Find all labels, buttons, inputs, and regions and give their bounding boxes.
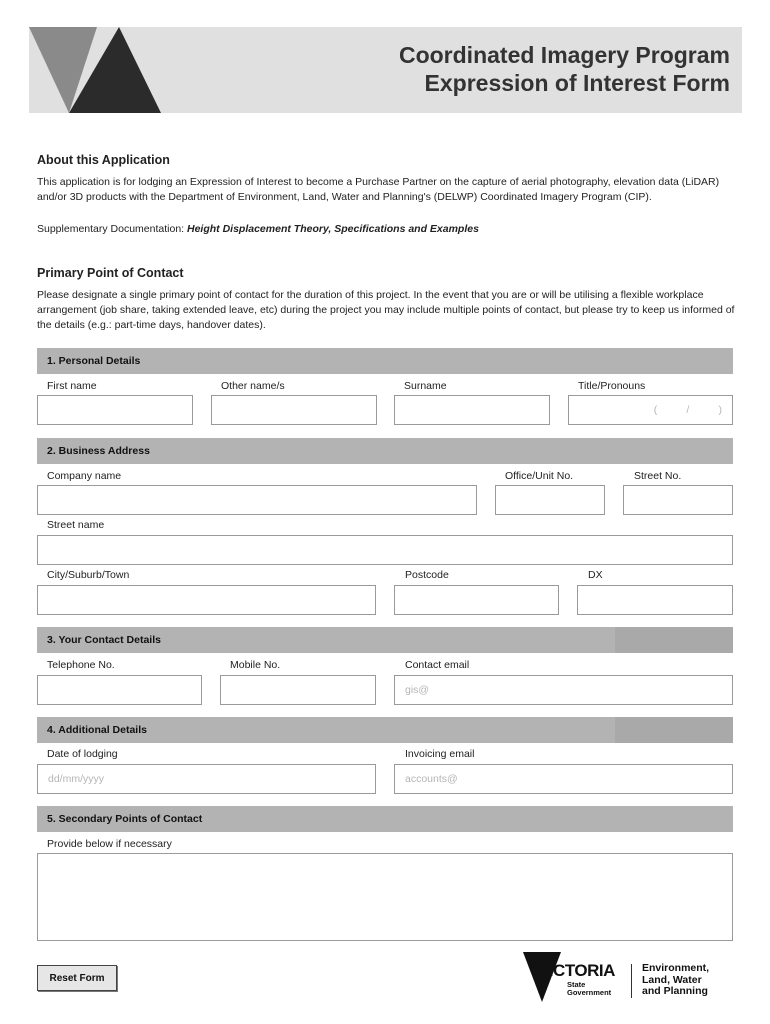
form-header: [29, 27, 742, 113]
invoicing-email-field[interactable]: accounts@: [394, 764, 733, 794]
victoria-wordmark: VICTORIA: [538, 961, 615, 980]
date-of-lodging-label: Date of lodging: [47, 748, 118, 760]
triangle-graphic: [29, 27, 169, 113]
street-no-field[interactable]: [623, 485, 733, 515]
page-title: Coordinated Imagery Program Expression of Interest Form: [398, 42, 730, 96]
city-label: City/Suburb/Town: [47, 569, 130, 581]
office-unit-field[interactable]: [495, 485, 605, 515]
city-field[interactable]: [37, 585, 376, 615]
title-pronouns-field[interactable]: ( / ): [568, 395, 733, 425]
street-no-label: Street No.: [634, 470, 682, 482]
contact-email-field[interactable]: gis@: [394, 675, 733, 705]
secondary-contacts-field[interactable]: [37, 853, 733, 941]
business-address-bar: 2. Business Address: [37, 438, 733, 464]
dx-field[interactable]: [577, 585, 733, 615]
mobile-field[interactable]: [220, 675, 376, 705]
contact-details-bar: 3. Your Contact Details: [37, 627, 733, 653]
street-name-field[interactable]: [37, 535, 733, 565]
postcode-label: Postcode: [405, 569, 449, 581]
surname-field[interactable]: [394, 395, 550, 425]
supplementary-link[interactable]: Height Displacement Theory, Specifications and Examples: [187, 223, 479, 235]
dx-label: DX: [588, 569, 603, 581]
supplementary-label: Supplementary Documentation:: [37, 223, 187, 235]
contact-email-label: Contact email: [405, 659, 470, 671]
postcode-field[interactable]: [394, 585, 559, 615]
personal-details-bar: 1. Personal Details: [37, 348, 733, 374]
surname-label: Surname: [404, 380, 447, 392]
additional-details-bar: 4. Additional Details: [37, 717, 733, 743]
mobile-label: Mobile No.: [230, 659, 281, 671]
supplementary-line: [37, 222, 735, 237]
about-heading: About this Application: [37, 153, 170, 167]
bar-notch: [615, 627, 733, 653]
secondary-contacts-bar: 5. Secondary Points of Contact: [37, 806, 733, 832]
office-unit-label: Office/Unit No.: [505, 470, 574, 482]
first-name-field[interactable]: [37, 395, 193, 425]
logo-divider: [631, 964, 632, 998]
bar-notch: [615, 717, 733, 743]
provide-below-label: Provide below if necessary: [47, 838, 172, 850]
reset-form-button[interactable]: Reset Form: [37, 965, 117, 991]
telephone-label: Telephone No.: [47, 659, 115, 671]
date-of-lodging-field[interactable]: dd/mm/yyyy: [37, 764, 376, 794]
other-names-field[interactable]: [211, 395, 377, 425]
street-name-label: Street name: [47, 519, 105, 531]
department-name: Environment, Land, Water and Planning: [642, 962, 710, 997]
primary-contact-heading: Primary Point of Contact: [37, 266, 184, 280]
primary-contact-text: Please designate a single primary point of contact for the duration of this project. In the event that you are or will be utilising a flexible workplace arrangement (job share, taking extended leave, etc) during the project you may include multiple points of contact, but please try to keep us informed of the details (e.g.: part-time days, handover dates).: [37, 289, 735, 331]
telephone-field[interactable]: [37, 675, 202, 705]
state-government-text: State Government: [567, 980, 612, 997]
title-pronouns-label: Title/Pronouns: [578, 380, 646, 392]
about-text: This application is for lodging an Expression of Interest to become a Purchase Partner on the capture of aerial photography, elevation data (LiDAR) and/or 3D products with the Department of Environment, Land, Water and Planning's (DELWP) Coordinated Imagery Program (CIP).: [37, 176, 720, 203]
other-names-label: Other name/s: [221, 380, 285, 392]
company-name-label: Company name: [47, 470, 122, 482]
victoria-government-logo: [523, 950, 723, 1005]
invoicing-email-label: Invoicing email: [405, 748, 475, 760]
company-name-field[interactable]: [37, 485, 477, 515]
first-name-label: First name: [47, 380, 97, 392]
